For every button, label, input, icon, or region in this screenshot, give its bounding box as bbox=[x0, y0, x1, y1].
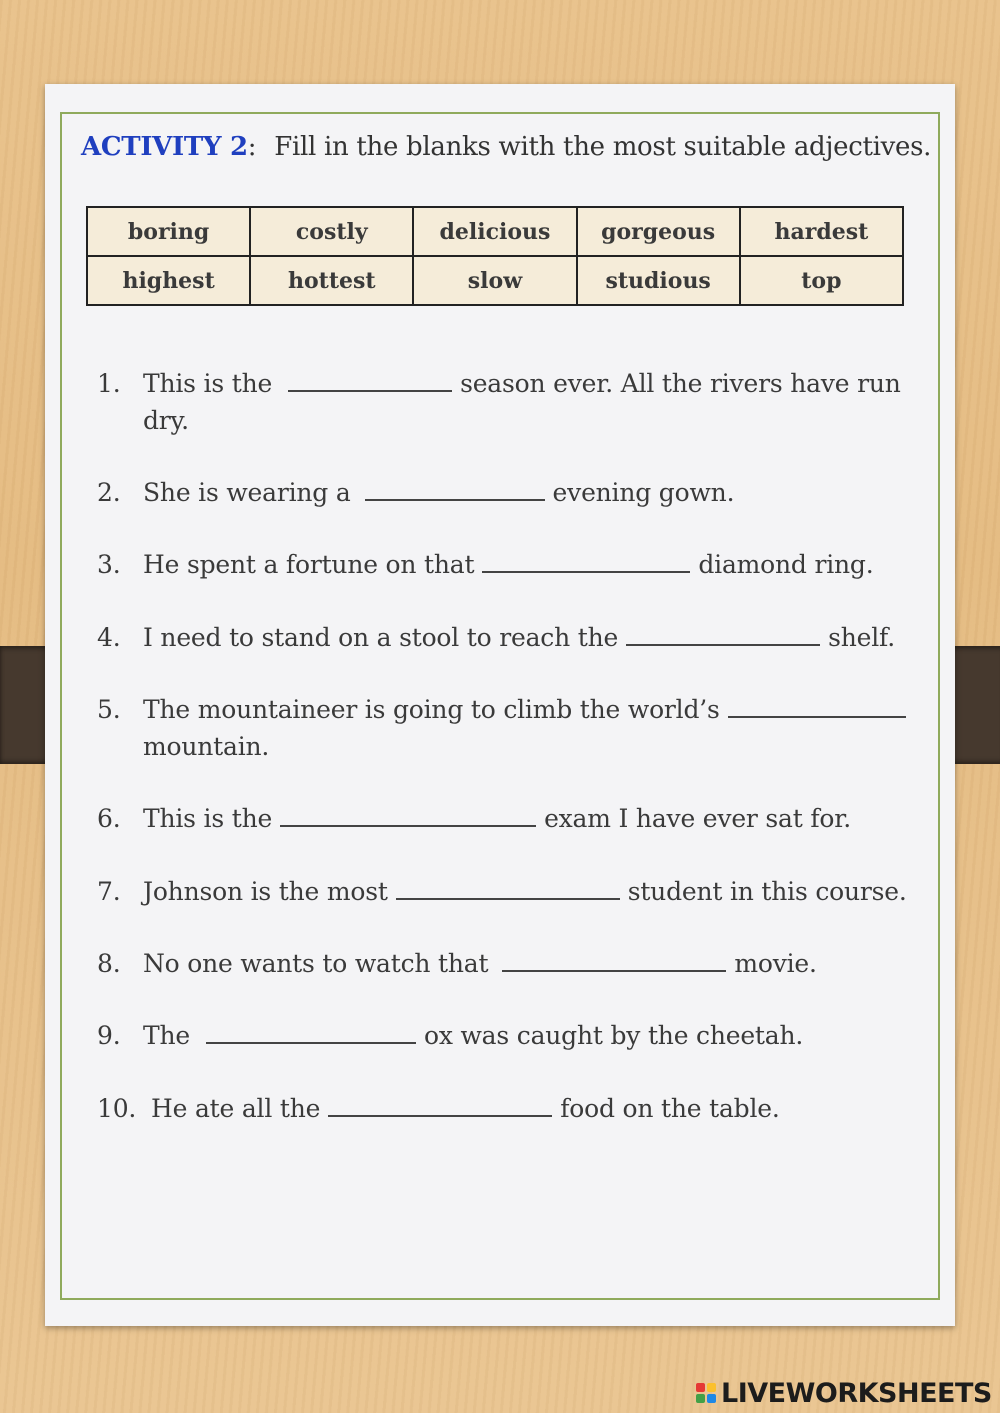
word-bank-table bbox=[86, 206, 904, 306]
logo-square bbox=[707, 1394, 716, 1403]
question-text-before: The bbox=[143, 1021, 190, 1050]
word-bank-cell: delicious bbox=[413, 207, 576, 256]
word-bank-cell: costly bbox=[250, 207, 413, 256]
question-4 bbox=[97, 619, 895, 656]
worksheet-page bbox=[45, 84, 955, 1326]
answer-blank-5[interactable] bbox=[728, 694, 906, 718]
activity-colon: : bbox=[247, 132, 257, 162]
question-text-after: movie. bbox=[734, 949, 817, 978]
question-continuation: dry. bbox=[143, 406, 189, 435]
word-bank-cell: studious bbox=[577, 256, 740, 305]
word-bank-cell: hottest bbox=[250, 256, 413, 305]
question-number: 7. bbox=[97, 877, 121, 906]
question-text-before: Johnson is the most bbox=[143, 877, 388, 906]
question-text-before: He ate all the bbox=[151, 1094, 321, 1123]
question-text-before: This is the bbox=[143, 804, 273, 833]
question-number: 1. bbox=[97, 369, 121, 398]
question-text-after: exam I have ever sat for. bbox=[544, 804, 852, 833]
answer-blank-4[interactable] bbox=[626, 622, 820, 646]
question-text-before: She is wearing a bbox=[143, 478, 351, 507]
question-9 bbox=[97, 1017, 803, 1054]
question-text-after: ox was caught by the cheetah. bbox=[423, 1021, 804, 1050]
liveworksheets-logo bbox=[696, 1378, 992, 1408]
word-bank-row bbox=[87, 256, 903, 305]
question-number: 9. bbox=[97, 1021, 121, 1050]
question-5 bbox=[97, 691, 914, 765]
answer-blank-8[interactable] bbox=[502, 948, 726, 972]
question-10 bbox=[97, 1090, 780, 1127]
word-bank-row bbox=[87, 207, 903, 256]
question-6 bbox=[97, 800, 851, 837]
answer-blank-7[interactable] bbox=[396, 876, 620, 900]
word-bank-cell: hardest bbox=[740, 207, 903, 256]
answer-blank-6[interactable] bbox=[280, 803, 536, 827]
logo-text: LIVEWORKSHEETS bbox=[721, 1377, 992, 1409]
activity-label: ACTIVITY 2 bbox=[81, 132, 248, 162]
question-text-before: I need to stand on a stool to reach the bbox=[143, 623, 619, 652]
question-number: 2. bbox=[97, 478, 121, 507]
question-7 bbox=[97, 873, 907, 910]
question-text-before: No one wants to watch that bbox=[143, 949, 489, 978]
answer-blank-9[interactable] bbox=[206, 1020, 416, 1044]
word-bank-cell: top bbox=[740, 256, 903, 305]
logo-square bbox=[696, 1383, 705, 1392]
question-1 bbox=[97, 365, 901, 439]
question-text-after: evening gown. bbox=[552, 478, 735, 507]
question-text-after: season ever. All the rivers have run bbox=[460, 369, 901, 398]
word-bank-cell: gorgeous bbox=[577, 207, 740, 256]
question-number: 5. bbox=[97, 695, 121, 724]
question-3 bbox=[97, 546, 874, 583]
question-number: 8. bbox=[97, 949, 121, 978]
question-text-before: This is the bbox=[143, 369, 273, 398]
question-text-after: food on the table. bbox=[560, 1094, 780, 1123]
question-text-after: diamond ring. bbox=[698, 550, 874, 579]
logo-square bbox=[707, 1383, 716, 1392]
question-text-after: shelf. bbox=[828, 623, 895, 652]
question-number: 10. bbox=[97, 1094, 137, 1123]
question-number: 4. bbox=[97, 623, 121, 652]
answer-blank-2[interactable] bbox=[365, 477, 545, 501]
logo-square bbox=[696, 1394, 705, 1403]
word-bank-cell: highest bbox=[87, 256, 250, 305]
question-number: 3. bbox=[97, 550, 121, 579]
question-text-before: The mountaineer is going to climb the world’s bbox=[143, 695, 720, 724]
logo-icon bbox=[696, 1383, 716, 1403]
question-text-before: He spent a fortune on that bbox=[143, 550, 475, 579]
activity-heading bbox=[81, 132, 931, 162]
answer-blank-1[interactable] bbox=[288, 368, 452, 392]
question-text-after: student in this course. bbox=[627, 877, 907, 906]
activity-instruction: Fill in the blanks with the most suitable adjectives. bbox=[274, 132, 932, 162]
word-bank-cell: boring bbox=[87, 207, 250, 256]
word-bank-cell: slow bbox=[413, 256, 576, 305]
answer-blank-10[interactable] bbox=[328, 1093, 552, 1117]
question-number: 6. bbox=[97, 804, 121, 833]
question-8 bbox=[97, 945, 817, 982]
answer-blank-3[interactable] bbox=[482, 549, 690, 573]
question-2 bbox=[97, 474, 734, 511]
question-continuation: mountain. bbox=[143, 732, 270, 761]
